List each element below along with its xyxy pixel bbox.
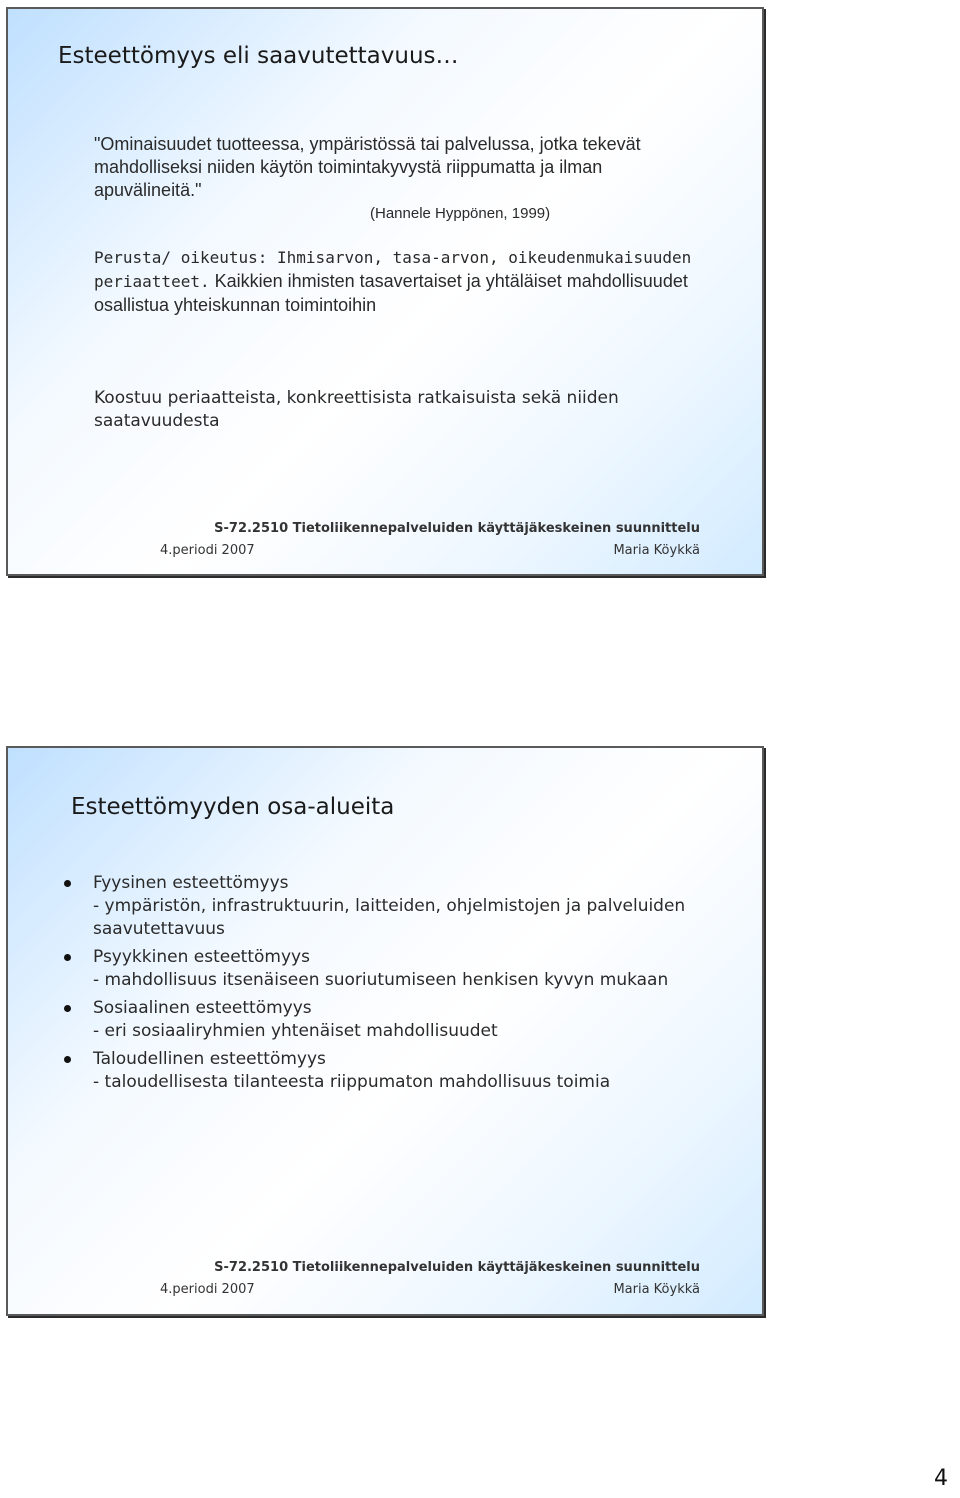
footer-author: Maria Köykkä	[613, 543, 700, 558]
bullet-description: - mahdollisuus itsenäiseen suoriutumiseen henkisen kyvyn mukaan	[93, 970, 669, 990]
bullet-description: - taloudellisesta tilanteesta riippumaton mahdollisuus toimia	[93, 1072, 611, 1092]
basis-paragraph	[94, 246, 714, 318]
bullet-title: Taloudellinen esteettömyys	[93, 1049, 326, 1069]
basis-text-part2: Kaikkien ihmisten tasavertaiset ja yhtäläiset mahdollisuudet osallistua yhteiskunnan toimintoihin	[94, 271, 688, 315]
basis-text-part1: Perusta/ oikeutus: Ihmisarvon, tasa-arvon, oikeudenmukaisuuden periaatteet.	[94, 248, 692, 291]
bullet-icon	[64, 880, 71, 887]
footer-period: 4.periodi 2007	[160, 543, 255, 558]
definition-quote: "Ominaisuudet tuotteessa, ympäristössä tai palvelussa, jotka tekevät mahdolliseksi niiden käytön toimintakyvystä riippumatta ja ilman apuvälineitä."	[94, 134, 641, 200]
footer-course-title: S-72.2510 Tietoliikennepalveluiden käyttäjäkeskeinen suunnittelu	[214, 521, 700, 536]
slide-title: Esteettömyyden osa-alueita	[71, 794, 395, 820]
bullet-description: - eri sosiaaliryhmien yhtenäiset mahdollisuudet	[93, 1021, 498, 1041]
citation: (Hannele Hyppönen, 1999)	[370, 205, 551, 222]
slide-2	[6, 746, 764, 1316]
slide-title: Esteettömyys eli saavutettavuus…	[58, 43, 459, 69]
bullet-title: Sosiaalinen esteettömyys	[93, 998, 312, 1018]
bullet-title: Psyykkinen esteettömyys	[93, 947, 310, 967]
bullet-description: - ympäristön, infrastruktuurin, laitteiden, ohjelmistojen ja palveluiden saavutettavuus	[93, 896, 686, 939]
list-item	[58, 946, 718, 992]
bullet-title: Fyysinen esteettömyys	[93, 873, 289, 893]
bullet-icon	[64, 1056, 71, 1063]
slide-1	[6, 7, 764, 576]
bullet-list	[58, 872, 718, 1099]
footer-period: 4.periodi 2007	[160, 1282, 255, 1297]
consists-paragraph: Koostuu periaatteista, konkreettisista ratkaisuista sekä niiden saatavuudesta	[94, 388, 619, 431]
bullet-icon	[64, 954, 71, 961]
list-item	[58, 997, 718, 1043]
footer-author: Maria Köykkä	[613, 1282, 700, 1297]
list-item	[58, 872, 718, 941]
bullet-icon	[64, 1005, 71, 1012]
page-number: 4	[934, 1466, 948, 1491]
list-item	[58, 1048, 718, 1094]
footer-course-title: S-72.2510 Tietoliikennepalveluiden käyttäjäkeskeinen suunnittelu	[214, 1260, 700, 1275]
